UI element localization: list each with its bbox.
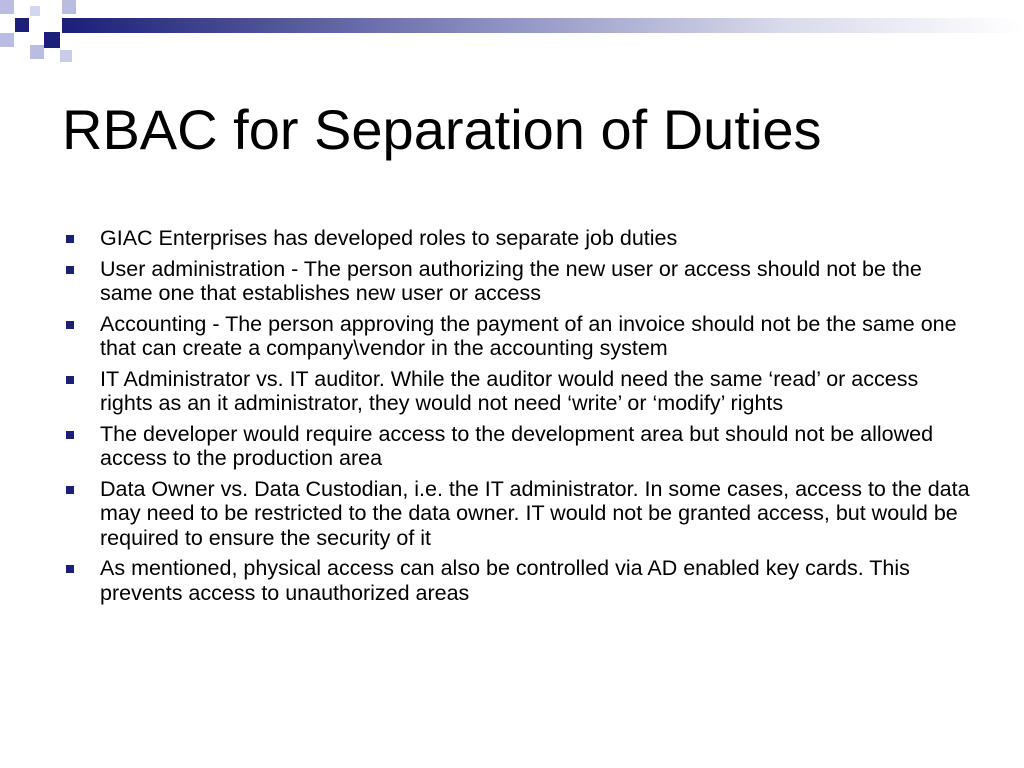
square-bullet-icon [66, 321, 74, 329]
bullet-text: As mentioned, physical access can also be controlled via AD enabled key cards. This prevents access to unauthorized areas [100, 556, 910, 605]
bullet-text: GIAC Enterprises has developed roles to separate job duties [100, 226, 678, 250]
square-bullet-icon [66, 486, 74, 494]
decorative-square [30, 6, 40, 16]
square-bullet-icon [66, 565, 74, 573]
bullet-item [62, 367, 974, 416]
bullet-item [62, 312, 974, 361]
square-bullet-icon [66, 266, 74, 274]
bullet-item [62, 226, 974, 251]
square-bullet-icon [66, 235, 74, 243]
bullet-item [62, 422, 974, 471]
decorative-square [62, 0, 76, 14]
bullet-text: Accounting - The person approving the payment of an invoice should not be the same one that can create a company\vendor in the accounting system [100, 311, 957, 360]
bullet-item [62, 556, 974, 605]
decorative-square [44, 32, 60, 48]
header-gradient-bar [62, 18, 1024, 33]
decorative-square [0, 33, 14, 47]
bullet-item [62, 477, 974, 551]
decorative-square [0, 0, 14, 14]
bullet-text: User administration - The person authorizing the new user or access should not be the same one that establishes new user or access [100, 256, 922, 305]
bullet-text: Data Owner vs. Data Custodian, i.e. the IT administrator. In some cases, access to the data may need to be restricted to the data owner. IT would not be granted access, but would be required to ensure the security of it [100, 476, 970, 550]
decorative-square [15, 18, 29, 32]
decorative-square [60, 50, 72, 62]
slide-title: RBAC for Separation of Duties [62, 98, 822, 161]
square-bullet-icon [66, 376, 74, 384]
square-bullet-icon [66, 431, 74, 439]
header-decoration [0, 0, 1024, 64]
decorative-square [30, 45, 44, 59]
bullet-text: The developer would require access to the development area but should not be allowed access to the production area [100, 421, 934, 470]
bullet-item [62, 257, 974, 306]
bullet-list [62, 226, 974, 611]
bullet-text: IT Administrator vs. IT auditor. While the auditor would need the same ‘read’ or access rights as an it administrator, they would not need ‘write’ or ‘modify’ rights [100, 366, 919, 415]
